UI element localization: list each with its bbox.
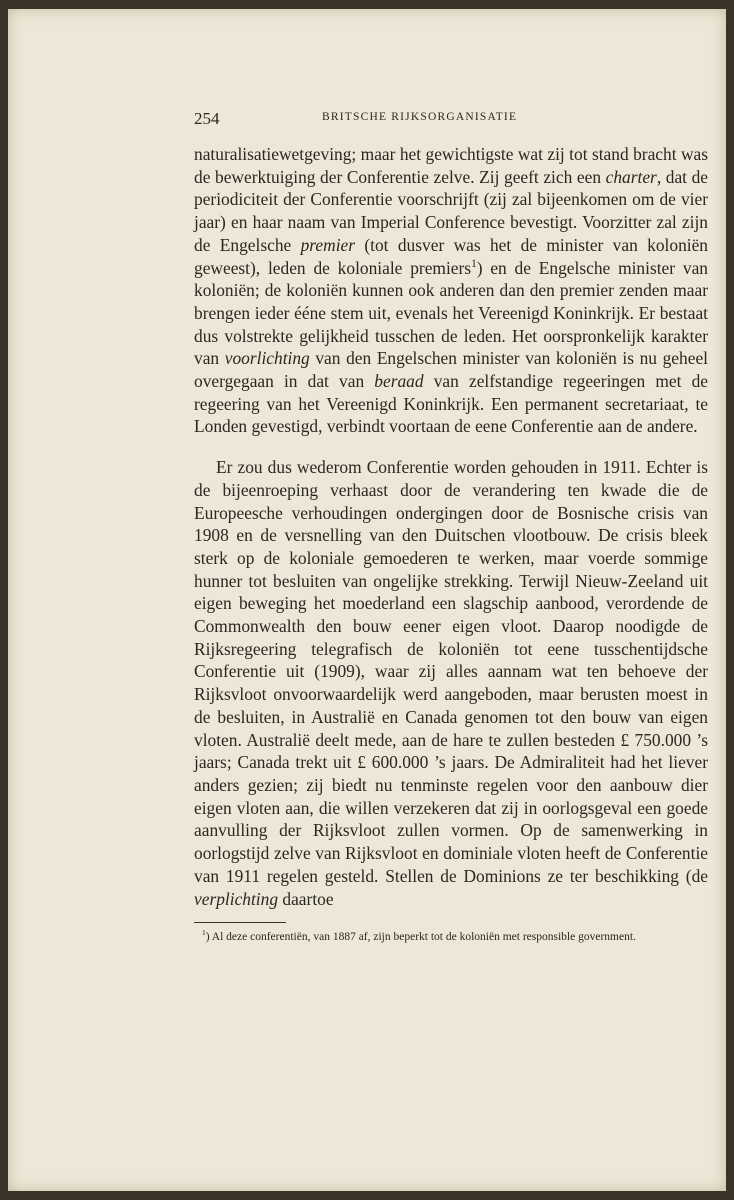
page-content [194, 109, 708, 945]
footnote-divider [194, 922, 286, 923]
footnote [194, 929, 708, 945]
italic-term-beraad: beraad [374, 371, 424, 392]
page-number: 254 [194, 109, 220, 128]
footnote-reference: 1 [471, 257, 477, 270]
running-head [194, 109, 708, 135]
running-title: BRITSCHE RIJKSORGANISATIE [322, 111, 518, 123]
paragraph-2-text: Er zou dus wederom Conferentie worden gehouden in 1911. Echter is de bijeenroeping verhaast door de verandering ten kwade die de Europeesche verhoudingen ondergingen door de Bosnische crisis van 1908 en de versnelling van den Duitschen vlootbouw. De crisis bleek sterk op de koloniale gemoederen te werken, maar voerde sommige hunner tot besluiten van ongelijke strekking. Terwijl Nieuw-Zeeland uit eigen beweging het moederland een slagschip aanbood, verordende de Commonwealth den bouw eener eigen vloot. Daarop noodigde de Rijksregeering telegrafisch de koloniën tot eene tusschentijdsche Conferentie uit (1909), waar zij alles aannam wat ten behoeve der Rijksvloot onvoorwaardelijk werd aangeboden, maar berusten moest in de besluiten, in Australië en Canada genomen tot den bouw van eigen vloten. Australië deelt mede, aan de hare te zullen besteden £ 750.000 ’s jaars; Canada trekt uit £ 600.000 ’s jaars. De Admiraliteit had het liever anders gezien; zij biedt nu tenminste regelen voor den aanbouw dier eigen vloten aan, die willen verzekeren dat zij in oorlogsgeval een goede aanvulling der Rijksvloot zullen vormen. Op de samenwerking in oorlogstijd zelve van Rijksvloot en dominiale vloten heeft de Conferentie van 1911 regelen gesteld. Stellen de Dominions ze ter beschikking (de [194, 457, 708, 886]
italic-term-charter: charter [605, 166, 657, 187]
paragraph-1-text: ) en de Engelsche minister van koloniën; de koloniën kunnen ook anderen dan den premier zenden maar brengen ieder ééne stem uit, evenals het Vereenigd Koninkrijk. Er bestaat dus volstrekte gelijkheid tusschen de leden. Het oorspronkelijk karakter van [194, 257, 708, 369]
body-text [194, 143, 708, 910]
paragraph-1-text: naturalisatiewetgeving; maar het gewichtigste wat zij tot stand bracht was de bewerktuiging der Conferentie zelve. Zij geeft zich een [194, 144, 708, 187]
book-page [8, 9, 726, 1191]
paragraph-1-text: (tot dusver was het de minister van koloniën geweest), leden de koloniale premiers [194, 234, 709, 278]
paragraph-1-text: , dat de periodiciteit der Conferentie voorschrijft (zij zal bijeenkomen om de vier jaar) en haar naam van Imperial Conference bevestigt. Voorzitter zal zijn de Engelsche [194, 166, 708, 255]
italic-term-voorlichting: voorlichting [224, 348, 310, 369]
italic-term-premier: premier [300, 234, 356, 255]
paragraph-2-text: daartoe [278, 888, 334, 909]
footnote-text: ) Al deze conferentiën, van 1887 af, zijn beperkt tot de koloniën met responsible government. [205, 931, 636, 944]
italic-term-verplichting: verplichting [194, 888, 279, 909]
paragraph-1-text: van zelfstandige regeeringen met de regeering van het Vereenigd Koninkrijk. Een permanent secretariaat, te Londen gevestigd, verbindt voortaan de eene Conferentie aan de andere. [194, 371, 708, 437]
paragraph-2 [194, 456, 708, 910]
paragraph-1 [194, 143, 708, 438]
footnote-mark: 1 [202, 928, 206, 938]
paragraph-1-text: van den Engelschen minister van koloniën is nu geheel overgegaan in dat van [194, 348, 708, 392]
